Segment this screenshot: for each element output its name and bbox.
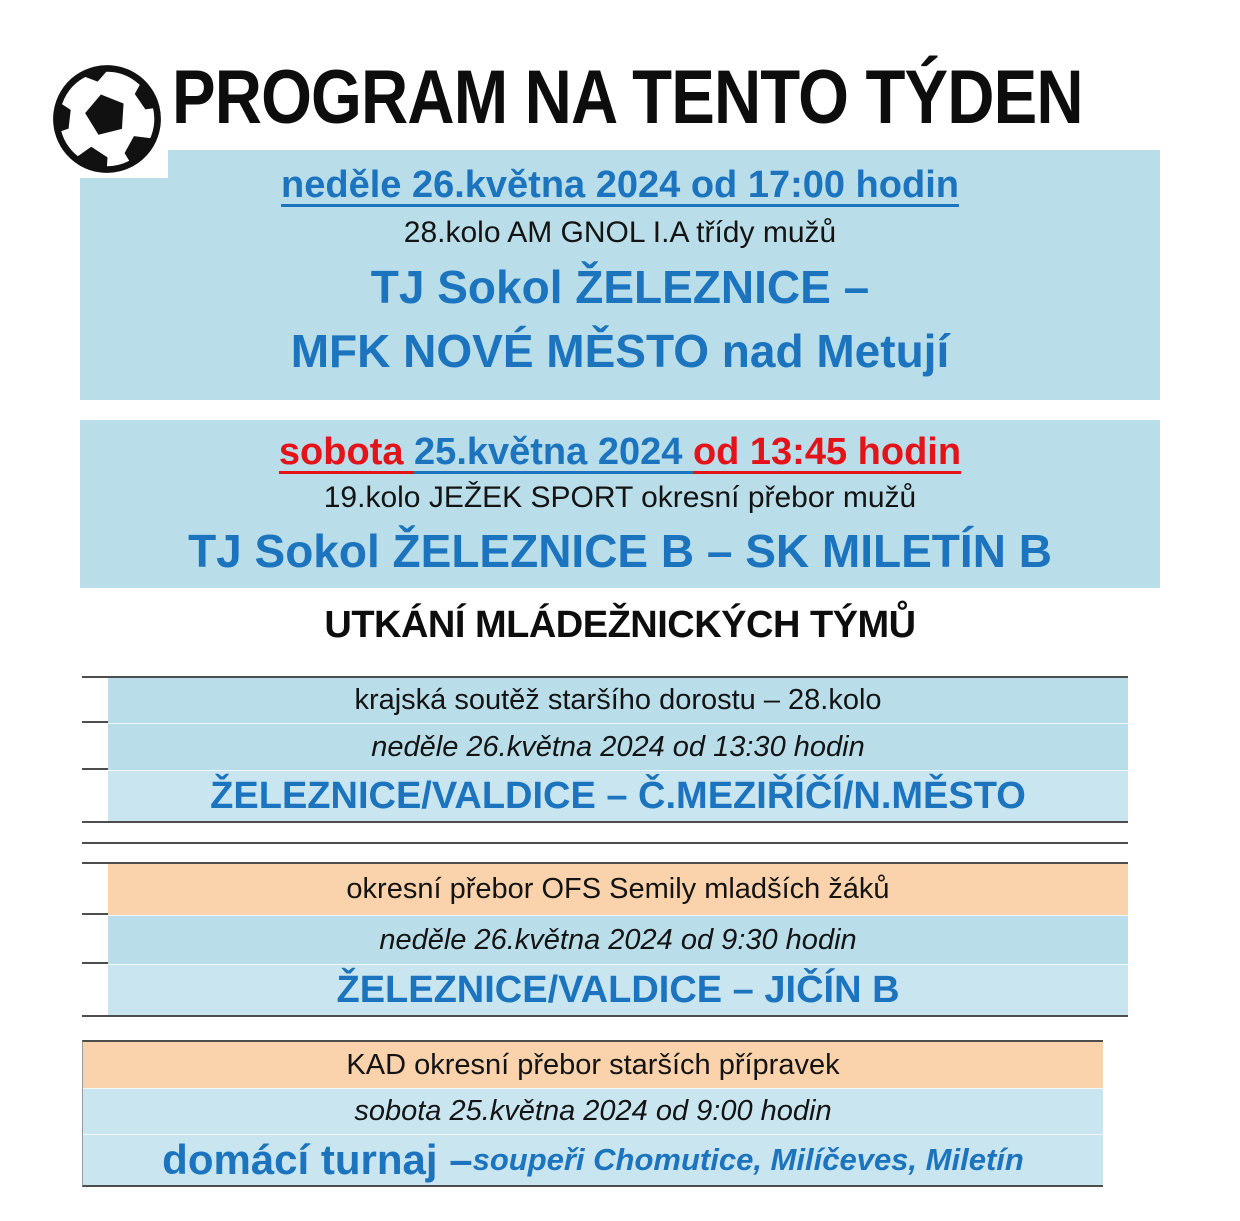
table-row xyxy=(83,1134,1103,1185)
dorost-competition: krajská soutěž staršího dorostu – 28.kolo xyxy=(354,684,882,716)
pripravka-datetime: sobota 25.května 2024 od 9:00 hodin xyxy=(354,1095,832,1127)
match2-time: od 13:45 hodin xyxy=(692,431,962,473)
youth-section-heading: UTKÁNÍ MLÁDEŽNICKÝCH TÝMŮ xyxy=(324,604,916,646)
zaci-datetime: neděle 26.května 2024 od 9:30 hodin xyxy=(379,923,857,956)
row-edge-cell xyxy=(82,770,108,821)
match1-teams-line1: TJ Sokol ŽELEZNICE – xyxy=(370,261,870,313)
table-row xyxy=(83,1088,1103,1134)
row-edge-cell xyxy=(82,864,108,915)
pripravka-match-title: domácí turnaj – xyxy=(162,1136,473,1183)
match1-datetime xyxy=(80,160,1160,210)
youth-table-pripravka xyxy=(82,1040,1103,1187)
table-separator-line xyxy=(82,842,1128,844)
table-row xyxy=(82,964,1128,1015)
pripravka-match xyxy=(83,1134,1103,1185)
match1-datetime-text: neděle 26.května 2024 od 17:00 hodin xyxy=(281,164,959,206)
soccer-ball-icon xyxy=(46,60,168,178)
youth-table-mladsi-zaci xyxy=(82,862,1128,1017)
dorost-datetime: neděle 26.května 2024 od 13:30 hodin xyxy=(371,730,865,763)
table-row xyxy=(82,723,1128,770)
row-edge-cell xyxy=(82,678,108,723)
table-row xyxy=(82,915,1128,964)
table-row xyxy=(82,864,1128,915)
featured-match-box-1 xyxy=(80,150,1160,400)
zaci-competition: okresní přebor OFS Semily mladších žáků xyxy=(346,873,890,905)
table-row xyxy=(82,770,1128,821)
match1-teams-line2: MFK NOVÉ MĚSTO nad Metují xyxy=(290,325,950,377)
row-edge-cell xyxy=(82,964,108,1015)
match2-competition: 19.kolo JEŽEK SPORT okresní přebor mužů xyxy=(323,481,917,514)
zaci-match: ŽELEZNICE/VALDICE – JIČÍN B xyxy=(336,968,900,1011)
match2-teams: TJ Sokol ŽELEZNICE B – SK MILETÍN B xyxy=(188,525,1052,577)
featured-match-box-2 xyxy=(80,420,1160,588)
table-row xyxy=(83,1042,1103,1088)
match2-day: sobota xyxy=(278,431,415,473)
pripravka-competition: KAD okresní přebor starších přípravek xyxy=(346,1048,840,1081)
match1-competition: 28.kolo AM GNOL I.A třídy mužů xyxy=(403,216,837,249)
page-title: PROGRAM NA TENTO TÝDEN xyxy=(172,55,1083,140)
match2-date: 25.května 2024 xyxy=(414,431,693,473)
pripravka-match-opponents: soupeři Chomutice, Milíčeves, Miletín xyxy=(472,1142,1024,1177)
dorost-match: ŽELEZNICE/VALDICE – Č.MEZIŘÍČÍ/N.MĚSTO xyxy=(210,774,1026,817)
table-row xyxy=(82,678,1128,723)
row-edge-cell xyxy=(82,723,108,770)
youth-table-dorost xyxy=(82,676,1128,823)
row-edge-cell xyxy=(82,915,108,964)
match2-datetime xyxy=(80,428,1160,476)
